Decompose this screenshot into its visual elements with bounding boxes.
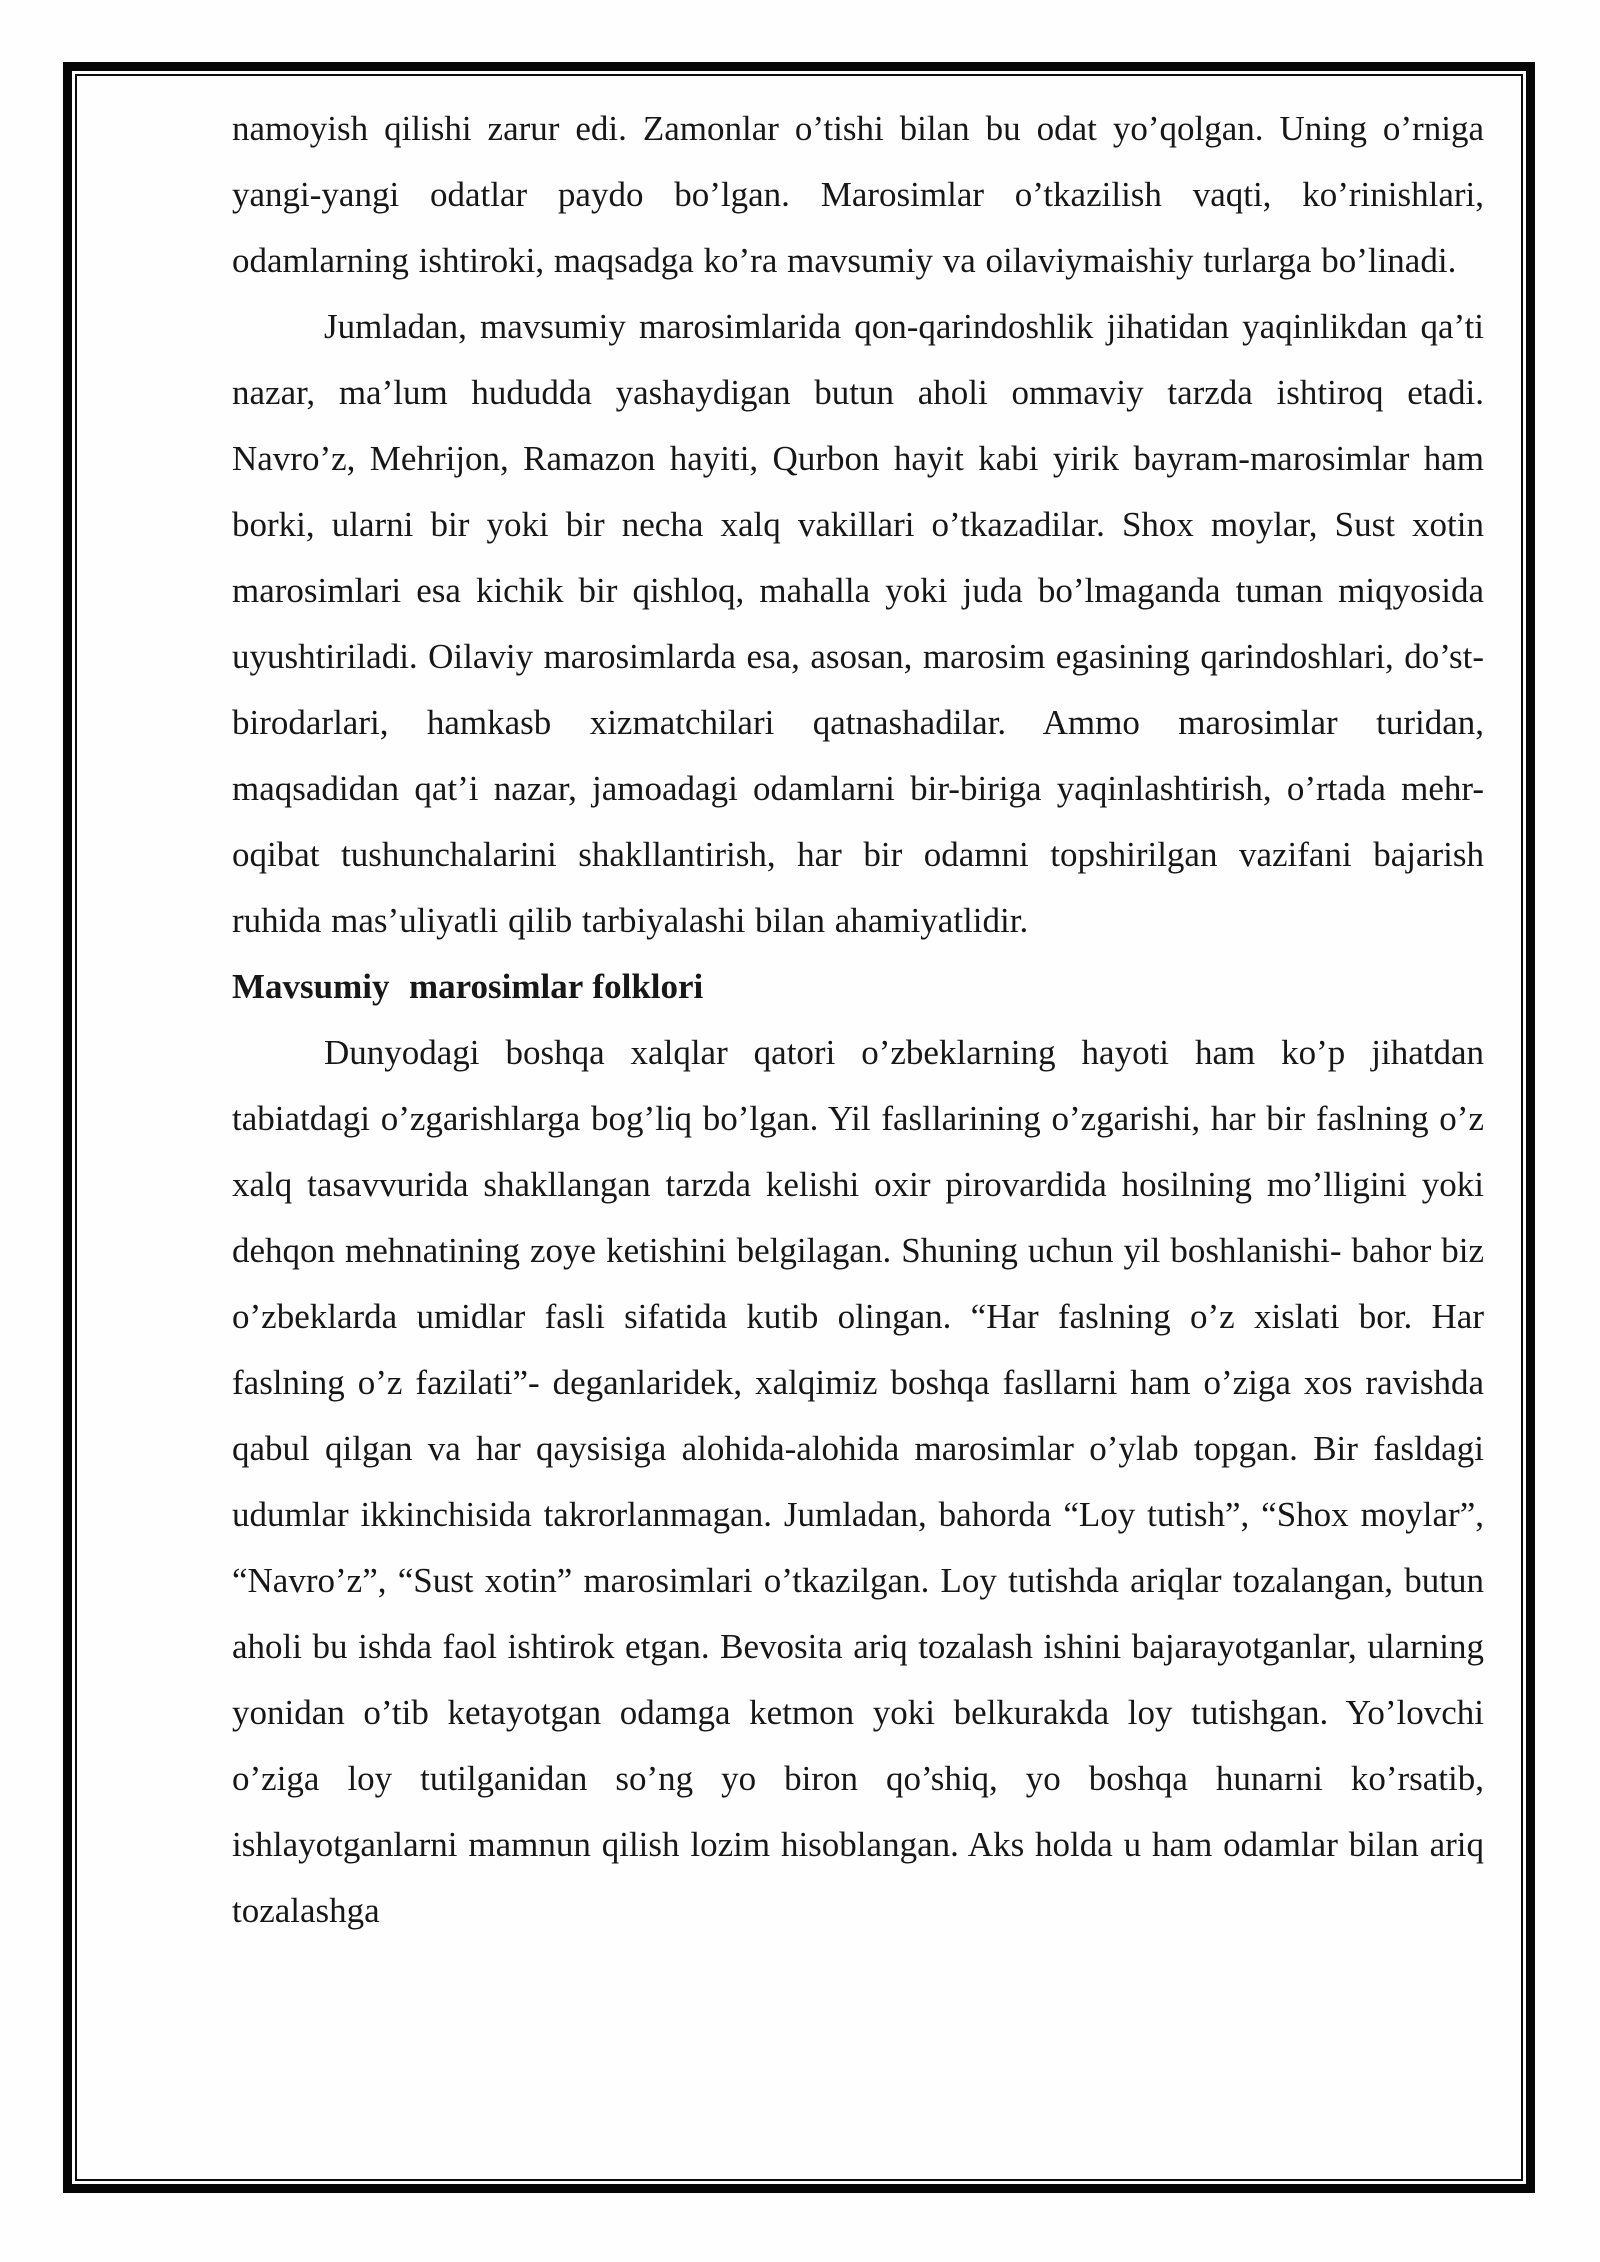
- document-text-block: [232, 96, 1484, 1944]
- paragraph-continuation: namoyish qilishi zarur edi. Zamonlar o’tishi bilan bu odat yo’qolgan. Uning o’rniga yangi-yangi odatlar paydo bo’lgan. Marosimlar o’tkazilish vaqti, ko’rinishlari, odamlarning ishtiroki, maqsadga ko’ra mavsumiy va oilaviymaishiy turlarga bo’linadi.: [232, 109, 1484, 280]
- paragraph-seasonal-ceremonies: Jumladan, mavsumiy marosimlarida qon-qarindoshlik jihatidan yaqinlikdan qa’ti nazar, ma’lum hududda yashaydigan butun aholi ommaviy tarzda ishtiroq etadi. Navro’z, Mehrijon, Ramazon hayiti, Qurbon hayit kabi yirik bayram-marosimlar ham borki, ularni bir yoki bir necha xalq vakillari o’tkazadilar. Shox moylar, Sust xotin marosimlari esa kichik bir qishloq, mahalla yoki juda bo’lmaganda tuman miqyosida uyushtiriladi. Oilaviy marosimlarda esa, asosan, marosim egasining qarindoshlari, do’st-birodarlari, hamkasb xizmatchilari qatnashadilar. Ammo marosimlar turidan, maqsadidan qat’i nazar, jamoadagi odamlarni bir-biriga yaqinlashtirish, o’rtada mehr-oqibat tushunchalarini shakllantirish, har bir odamni topshirilgan vazifani bajarish ruhida mas’uliyatli qilib tarbiyalashi bilan ahamiyatlidir.: [232, 307, 1484, 940]
- section-heading: Mavsumiy marosimlar folklori: [232, 967, 704, 1006]
- paragraph-seasonal-folklore: Dunyodagi boshqa xalqlar qatori o’zbeklarning hayoti ham ko’p jihatdan tabiatdagi o’zgarishlarga bog’liq bo’lgan. Yil fasllarining o’zgarishi, har bir faslning o’z xalq tasavvurida shakllangan tarzda kelishi oxir pirovardida hosilning mo’lligini yoki dehqon mehnatining zoye ketishini belgilagan. Shuning uchun yil boshlanishi- bahor biz o’zbeklarda umidlar fasli sifatida kutib olingan. “Har faslning o’z xislati bor. Har faslning o’z fazilati”- deganlaridek, xalqimiz boshqa fasllarni ham o’ziga xos ravishda qabul qilgan va har qaysisiga alohida-alohida marosimlar o’ylab topgan. Bir fasldagi udumlar ikkinchisida takrorlanmagan. Jumladan, bahorda “Loy tutish”, “Shox moylar”, “Navro’z”, “Sust xotin” marosimlari o’tkazilgan. Loy tutishda ariqlar tozalangan, butun aholi bu ishda faol ishtirok etgan. Bevosita ariq tozalash ishini bajarayotganlar, ularning yonidan o’tib ketayotgan odamga ketmon yoki belkurakda loy tutishgan. Yo’lovchi o’ziga loy tutilganidan so’ng yo biron qo’shiq, yo boshqa hunarni ko’rsatib, ishlayotganlarni mamnun qilish lozim hisoblangan. Aks holda u ham odamlar bilan ariq tozalashga: [232, 1033, 1484, 1930]
